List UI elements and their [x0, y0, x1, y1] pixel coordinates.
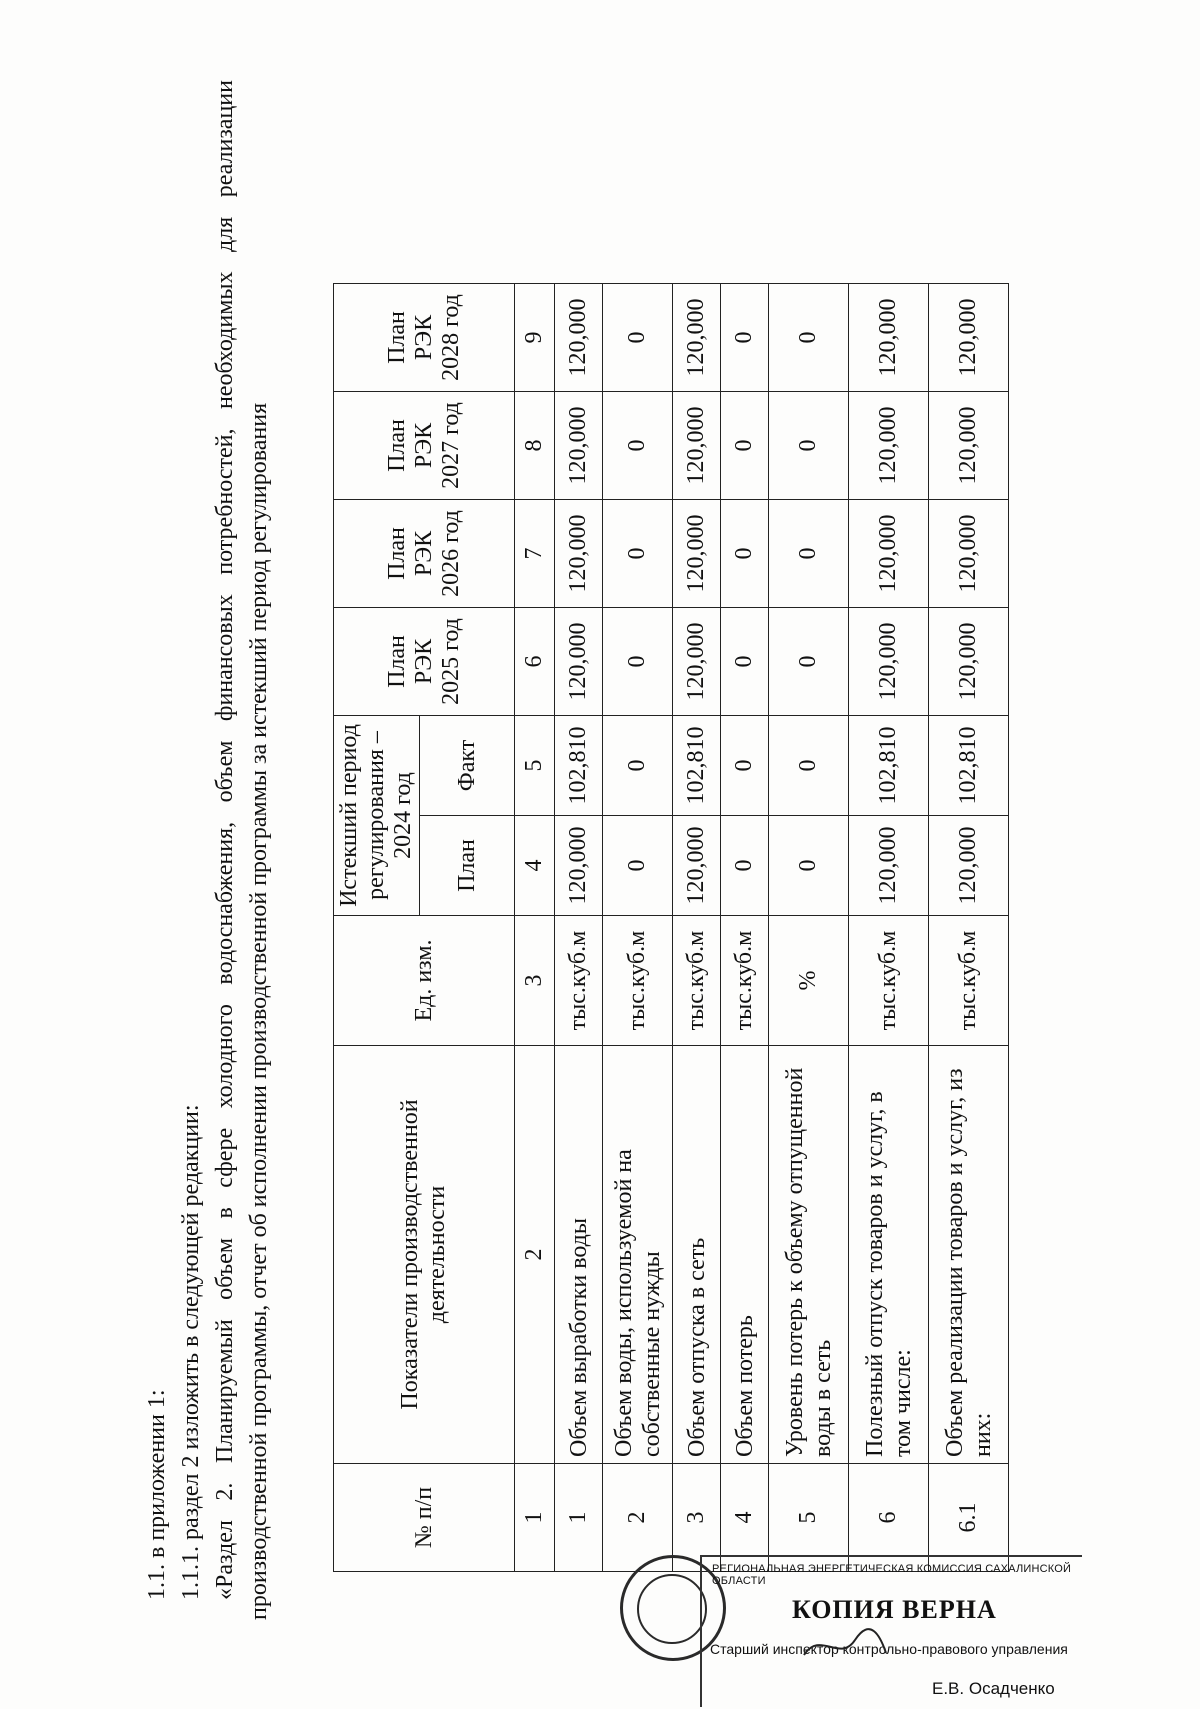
row-name: Объем выработки воды: [555, 1046, 603, 1464]
row-unit: тыс.куб.м: [673, 916, 721, 1046]
col-number: 6: [515, 608, 555, 716]
col-number: 5: [515, 716, 555, 816]
seal-inner-ring: [637, 1574, 707, 1644]
header-2027: План РЭК 2027 год: [334, 392, 515, 500]
row-num: 1: [555, 1464, 603, 1572]
row-unit: тыс.куб.м: [555, 916, 603, 1046]
header-fact: Факт: [420, 716, 515, 816]
section-title-paragraph: «Раздел 2. Планируемый объем в сфере холодного водоснабжения, объем финансовых потребностей, необходимых для реализации производственной программы, отчет об исполнении производственной программы за истекший период регулирования: [212, 80, 272, 1620]
row-num: 2: [603, 1464, 673, 1572]
row-2027: 120,000: [849, 392, 929, 500]
row-2027: 120,000: [555, 392, 603, 500]
row-plan: 0: [769, 816, 849, 916]
table-row: [929, 284, 1009, 1572]
row-fact: 102,810: [849, 716, 929, 816]
row-fact: 0: [721, 716, 769, 816]
row-name: Объем отпуска в сеть: [673, 1046, 721, 1464]
header-num: № п/п: [334, 1464, 515, 1572]
intro-line-2: 1.1.1. раздел 2 изложить в следующей редакции:: [178, 1104, 204, 1600]
row-2028: 120,000: [555, 284, 603, 392]
row-unit: тыс.куб.м: [929, 916, 1009, 1046]
row-plan: 0: [721, 816, 769, 916]
col-number: 9: [515, 284, 555, 392]
row-2028: 120,000: [673, 284, 721, 392]
col-number: 1: [515, 1464, 555, 1572]
row-2027: 120,000: [673, 392, 721, 500]
row-fact: 0: [603, 716, 673, 816]
row-num: 5: [769, 1464, 849, 1572]
production-program-table: [333, 283, 1009, 1572]
row-2025: 120,000: [929, 608, 1009, 716]
row-2028: 0: [603, 284, 673, 392]
row-fact: 102,810: [929, 716, 1009, 816]
row-name: Полезный отпуск товаров и услуг, в том числе:: [849, 1046, 929, 1464]
intro-line-1: 1.1. в приложении 1:: [144, 1389, 170, 1600]
row-2027: 0: [769, 392, 849, 500]
header-2028: План РЭК 2028 год: [334, 284, 515, 392]
row-2026: 120,000: [849, 500, 929, 608]
stamp-position: Старший инспектор контрольно-правового управления: [710, 1641, 1068, 1657]
row-2026: 120,000: [673, 500, 721, 608]
row-fact: 102,810: [673, 716, 721, 816]
row-fact: 102,810: [555, 716, 603, 816]
row-name: Объем реализации товаров и услуг, из них:: [929, 1046, 1009, 1464]
row-2028: 0: [721, 284, 769, 392]
table-row: [849, 284, 929, 1572]
col-number: 2: [515, 1046, 555, 1464]
row-plan: 120,000: [929, 816, 1009, 916]
header-2025: План РЭК 2025 год: [334, 608, 515, 716]
stamp-organization: РЕГИОНАЛЬНАЯ ЭНЕРГЕТИЧЕСКАЯ КОМИССИЯ САХАЛИНСКОЙ ОБЛАСТИ: [712, 1563, 1072, 1587]
row-2027: 120,000: [929, 392, 1009, 500]
row-2026: 0: [721, 500, 769, 608]
intro-text: [140, 80, 276, 1620]
row-2025: 0: [603, 608, 673, 716]
certification-stamp: [700, 1555, 1082, 1707]
header-plan: План: [420, 816, 515, 916]
col-number: 3: [515, 916, 555, 1046]
row-2025: 120,000: [555, 608, 603, 716]
header-period: Истекший период регулирования – 2024 год: [334, 716, 420, 916]
row-name: Объем воды, используемой на собственные нужды: [603, 1046, 673, 1464]
row-2028: 120,000: [849, 284, 929, 392]
row-2028: 120,000: [929, 284, 1009, 392]
row-num: 6: [849, 1464, 929, 1572]
row-2026: 120,000: [555, 500, 603, 608]
table-row: [769, 284, 849, 1572]
row-2025: 0: [769, 608, 849, 716]
row-plan: 120,000: [673, 816, 721, 916]
table-row: [673, 284, 721, 1572]
table-row: [555, 284, 603, 1572]
row-num: 3: [673, 1464, 721, 1572]
row-name: Объем потерь: [721, 1046, 769, 1464]
row-plan: 120,000: [849, 816, 929, 916]
row-2025: 0: [721, 608, 769, 716]
column-numbers-row: [515, 284, 555, 1572]
signature-icon: [800, 1625, 890, 1665]
row-plan: 0: [603, 816, 673, 916]
rotated-document-content: [95, 80, 1105, 1620]
row-unit: тыс.куб.м: [721, 916, 769, 1046]
row-2025: 120,000: [849, 608, 929, 716]
row-2027: 0: [603, 392, 673, 500]
row-2028: 0: [769, 284, 849, 392]
row-2026: 120,000: [929, 500, 1009, 608]
col-number: 8: [515, 392, 555, 500]
header-2026: План РЭК 2026 год: [334, 500, 515, 608]
stamp-certified-text: КОПИЯ ВЕРНА: [792, 1595, 997, 1624]
row-num: 4: [721, 1464, 769, 1572]
row-unit: %: [769, 916, 849, 1046]
stamp-signatory-name: Е.В. Осадченко: [932, 1679, 1055, 1698]
table-row: [603, 284, 673, 1572]
header-indicator: Показатели производственной деятельности: [334, 1046, 515, 1464]
col-number: 4: [515, 816, 555, 916]
row-name: Уровень потерь к объему отпущенной воды в сеть: [769, 1046, 849, 1464]
row-fact: 0: [769, 716, 849, 816]
row-plan: 120,000: [555, 816, 603, 916]
row-2027: 0: [721, 392, 769, 500]
row-2026: 0: [769, 500, 849, 608]
col-number: 7: [515, 500, 555, 608]
row-num: 6.1: [929, 1464, 1009, 1572]
row-unit: тыс.куб.м: [603, 916, 673, 1046]
row-2026: 0: [603, 500, 673, 608]
table-row: [721, 284, 769, 1572]
row-2025: 120,000: [673, 608, 721, 716]
header-unit: Ед. изм.: [334, 916, 515, 1046]
row-unit: тыс.куб.м: [849, 916, 929, 1046]
